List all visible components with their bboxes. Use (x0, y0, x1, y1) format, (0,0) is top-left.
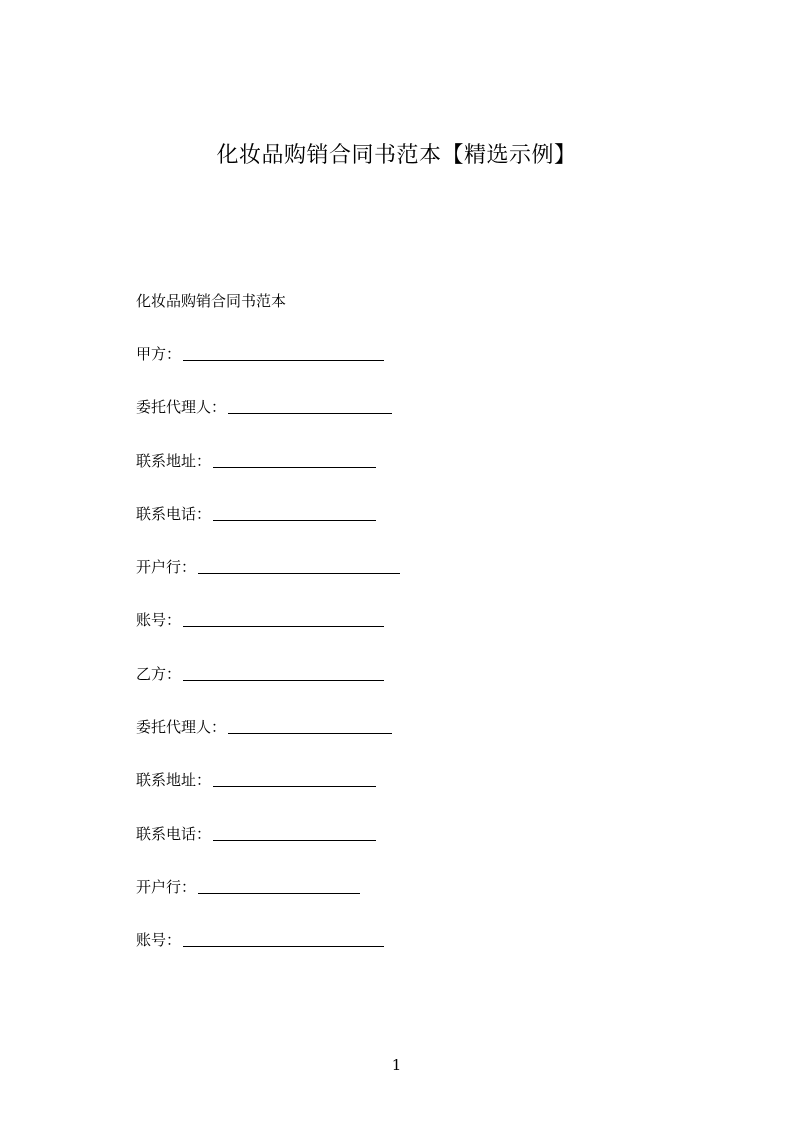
blank-line[interactable] (183, 929, 384, 947)
document-subtitle: 化妆品购销合同书范本 (136, 292, 287, 310)
field-label: 联系地址： (136, 451, 212, 470)
field-label: 联系地址： (136, 771, 212, 790)
field-label: 账号： (136, 931, 182, 950)
field-party-b-bank (136, 876, 656, 929)
blank-line[interactable] (198, 556, 400, 574)
blank-line[interactable] (183, 343, 384, 361)
field-party-a-account (136, 609, 656, 662)
field-party-a-agent (136, 396, 656, 449)
field-party-a-address (136, 450, 656, 503)
field-party-a-phone (136, 503, 656, 556)
field-label: 甲方： (136, 345, 182, 363)
field-party-b-phone (136, 823, 656, 876)
blank-line[interactable] (213, 450, 376, 468)
field-label: 乙方： (136, 664, 182, 683)
field-party-a (136, 343, 656, 396)
blank-line[interactable] (228, 396, 392, 414)
field-party-b-address (136, 769, 656, 822)
field-label: 委托代理人： (136, 718, 227, 737)
page-number: 1 (391, 1056, 402, 1074)
blank-line[interactable] (213, 823, 376, 841)
blank-line[interactable] (213, 769, 376, 787)
field-label: 开户行： (136, 558, 197, 577)
contract-fields (136, 343, 656, 983)
field-party-b-account (136, 929, 656, 982)
blank-line[interactable] (183, 609, 384, 627)
blank-line[interactable] (183, 663, 384, 681)
field-party-b (136, 663, 656, 716)
field-party-a-bank (136, 556, 656, 609)
field-party-b-agent (136, 716, 656, 769)
field-label: 账号： (136, 611, 182, 630)
document-title: 化妆品购销合同书范本【精选示例】 (216, 143, 577, 168)
blank-line[interactable] (228, 716, 392, 734)
blank-line[interactable] (198, 876, 360, 894)
field-label: 联系电话： (136, 824, 212, 843)
field-label: 开户行： (136, 877, 197, 896)
field-label: 委托代理人： (136, 398, 227, 417)
blank-line[interactable] (213, 503, 376, 521)
field-label: 联系电话： (136, 504, 212, 523)
